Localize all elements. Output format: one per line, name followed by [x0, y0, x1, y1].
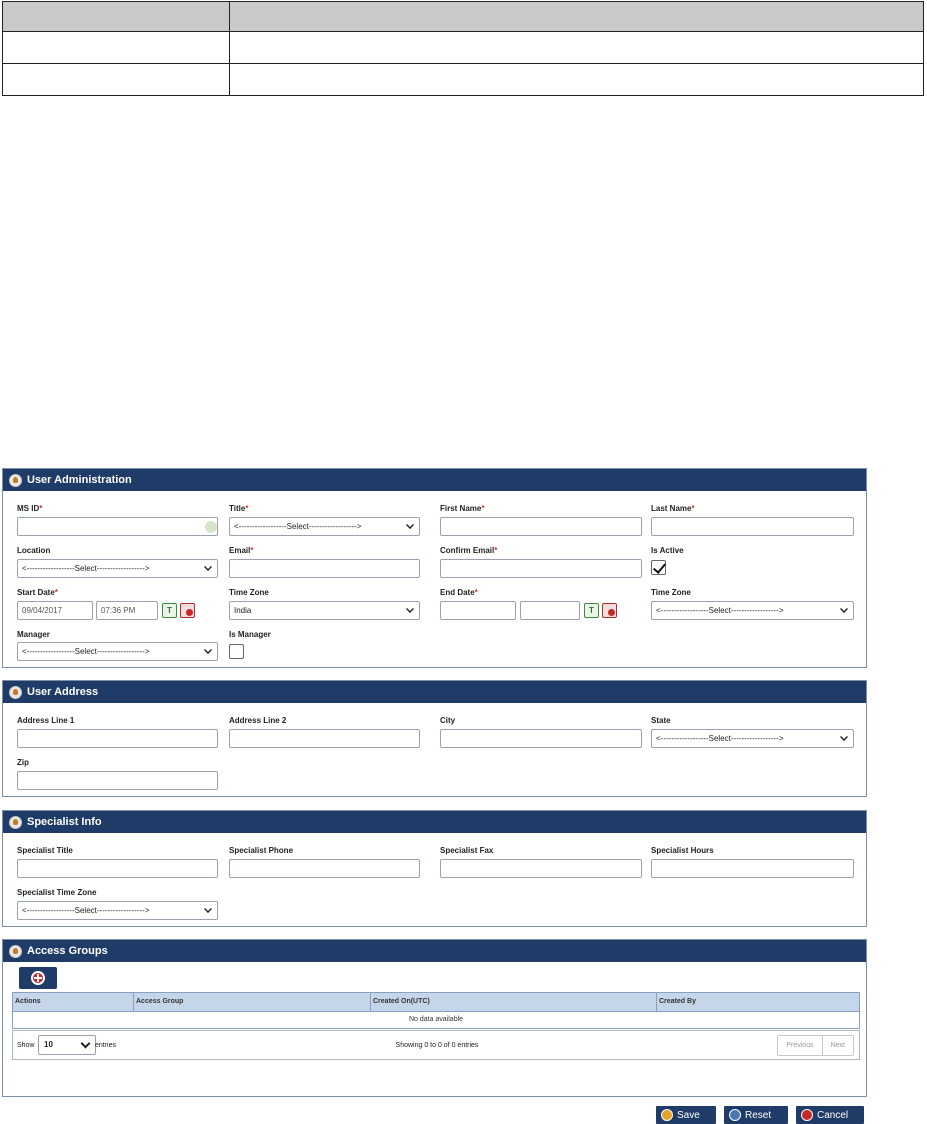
ms-id-label: MS ID* [17, 504, 43, 513]
first-name-input[interactable] [440, 517, 642, 536]
doc-table-header-row [3, 2, 924, 32]
specialist-title-input[interactable] [17, 859, 218, 878]
empty-message: No data available [13, 1011, 859, 1028]
chevron-down-icon [840, 605, 848, 613]
city-label: City [440, 716, 456, 725]
select-value: <------------------Select------------------> [656, 734, 784, 743]
time-zone-select[interactable] [229, 601, 420, 620]
panel-header [3, 811, 866, 833]
calendar-icon[interactable]: T [162, 603, 177, 618]
last-name-input[interactable] [651, 517, 854, 536]
calendar-icon[interactable]: T [584, 603, 599, 618]
doc-table-cell [3, 2, 230, 32]
select-value: <------------------Select------------------> [22, 647, 150, 656]
select-value: <------------------Select------------------> [234, 522, 362, 531]
doc-table-cell [230, 64, 924, 96]
cancel-button-label: Cancel [817, 1109, 849, 1121]
ms-id-input[interactable] [17, 517, 218, 536]
save-button[interactable] [656, 1106, 716, 1124]
reset-icon [729, 1109, 741, 1121]
specialist-phone-input[interactable] [229, 859, 420, 878]
zip-label: Zip [17, 758, 29, 767]
add-access-group-button[interactable] [19, 967, 57, 989]
is-manager-checkbox[interactable] [229, 644, 244, 659]
user-icon [9, 474, 22, 487]
manager-label: Manager [17, 630, 50, 639]
select-value: India [234, 606, 252, 615]
groups-icon [9, 945, 22, 958]
panel-header [3, 681, 866, 703]
specialist-hours-label: Specialist Hours [651, 846, 714, 855]
chevron-down-icon [204, 646, 212, 654]
column-header-actions[interactable]: Actions [13, 993, 134, 1011]
address-line-1-label: Address Line 1 [17, 716, 75, 725]
address-line-2-input[interactable] [229, 729, 420, 748]
title-select[interactable] [229, 517, 420, 536]
is-active-label: Is Active [651, 546, 684, 555]
plus-icon [31, 971, 45, 985]
specialist-phone-label: Specialist Phone [229, 846, 294, 855]
specialist-fax-label: Specialist Fax [440, 846, 494, 855]
title-label: Title* [229, 504, 249, 513]
select-value: <------------------Select------------------> [656, 606, 784, 615]
panel-title: User Address [27, 686, 99, 698]
doc-table-row [3, 64, 924, 96]
access-groups-table [12, 992, 860, 1029]
user-icon [9, 816, 22, 829]
page-size-value: 10 [44, 1040, 53, 1049]
table-header [13, 993, 859, 1011]
user-administration-panel [2, 468, 867, 668]
user-icon [9, 686, 22, 699]
end-date-input[interactable] [440, 601, 516, 620]
panel-title: User Administration [27, 474, 132, 486]
user-admin-form [2, 468, 867, 1123]
doc-table [2, 1, 924, 96]
manager-select[interactable] [17, 642, 218, 661]
specialist-fax-input[interactable] [440, 859, 642, 878]
first-name-label: First Name* [440, 504, 485, 513]
time-zone-2-label: Time Zone [651, 588, 691, 597]
confirm-email-input[interactable] [440, 559, 642, 578]
column-header-created-by[interactable]: Created By [659, 998, 696, 1005]
start-date-label: Start Date* [17, 588, 58, 597]
table-footer [12, 1030, 860, 1060]
specialist-time-zone-select[interactable] [17, 901, 218, 920]
email-input[interactable] [229, 559, 420, 578]
select-value: <------------------Select------------------> [22, 906, 150, 915]
user-address-panel [2, 680, 867, 797]
column-header-access-group[interactable]: Access Group [134, 993, 371, 1011]
confirm-email-label: Confirm Email* [440, 546, 498, 555]
email-label: Email* [229, 546, 254, 555]
address-line-2-label: Address Line 2 [229, 716, 287, 725]
cancel-button[interactable] [796, 1106, 864, 1124]
lookup-icon[interactable] [205, 521, 217, 533]
city-input[interactable] [440, 729, 642, 748]
save-icon [661, 1109, 673, 1121]
previous-button[interactable]: Previous [778, 1036, 822, 1055]
is-manager-label: Is Manager [229, 630, 271, 639]
doc-table-cell [3, 64, 230, 96]
select-value: <------------------Select------------------> [22, 564, 150, 573]
start-date-input[interactable]: 09/04/2017 [17, 601, 93, 620]
reset-button[interactable] [724, 1106, 788, 1124]
last-name-label: Last Name* [651, 504, 695, 513]
panel-title: Specialist Info [27, 816, 102, 828]
location-select[interactable] [17, 559, 218, 578]
access-groups-panel [2, 939, 867, 1097]
start-time-input[interactable]: 07:36 PM [96, 601, 158, 620]
chevron-down-icon [204, 563, 212, 571]
location-label: Location [17, 546, 51, 555]
panel-header [3, 940, 866, 962]
address-line-1-input[interactable] [17, 729, 218, 748]
doc-table-cell [230, 2, 924, 32]
reset-button-label: Reset [745, 1109, 772, 1121]
end-time-input[interactable] [520, 601, 580, 620]
chevron-down-icon [406, 605, 414, 613]
panel-header [3, 469, 866, 491]
is-active-checkbox[interactable] [651, 560, 666, 575]
state-label: State [651, 716, 671, 725]
clear-date-icon[interactable] [602, 603, 617, 618]
state-select[interactable] [651, 729, 854, 748]
end-date-label: End Date* [440, 588, 478, 597]
doc-table-cell [3, 32, 230, 64]
specialist-time-zone-label: Specialist Time Zone [17, 888, 97, 897]
chevron-down-icon [840, 733, 848, 741]
column-header-created-on[interactable]: Created On(UTC) [371, 993, 657, 1011]
zip-input[interactable] [17, 771, 218, 790]
time-zone-2-select[interactable] [651, 601, 854, 620]
chevron-down-icon [406, 521, 414, 529]
table-info: Showing 0 to 0 of 0 entries [395, 1042, 479, 1049]
show-label: Show [17, 1042, 35, 1049]
pagination [777, 1035, 854, 1056]
clear-date-icon[interactable] [180, 603, 195, 618]
doc-table-cell [230, 32, 924, 64]
specialist-title-label: Specialist Title [17, 846, 73, 855]
chevron-down-icon [204, 905, 212, 913]
doc-table-row [3, 32, 924, 64]
panel-title: Access Groups [27, 945, 108, 957]
cancel-icon [801, 1109, 813, 1121]
time-zone-label: Time Zone [229, 588, 269, 597]
next-button[interactable]: Next [830, 1042, 845, 1049]
save-button-label: Save [677, 1109, 700, 1121]
entries-label: entries [95, 1042, 117, 1049]
specialist-info-panel [2, 810, 867, 927]
specialist-hours-input[interactable] [651, 859, 854, 878]
